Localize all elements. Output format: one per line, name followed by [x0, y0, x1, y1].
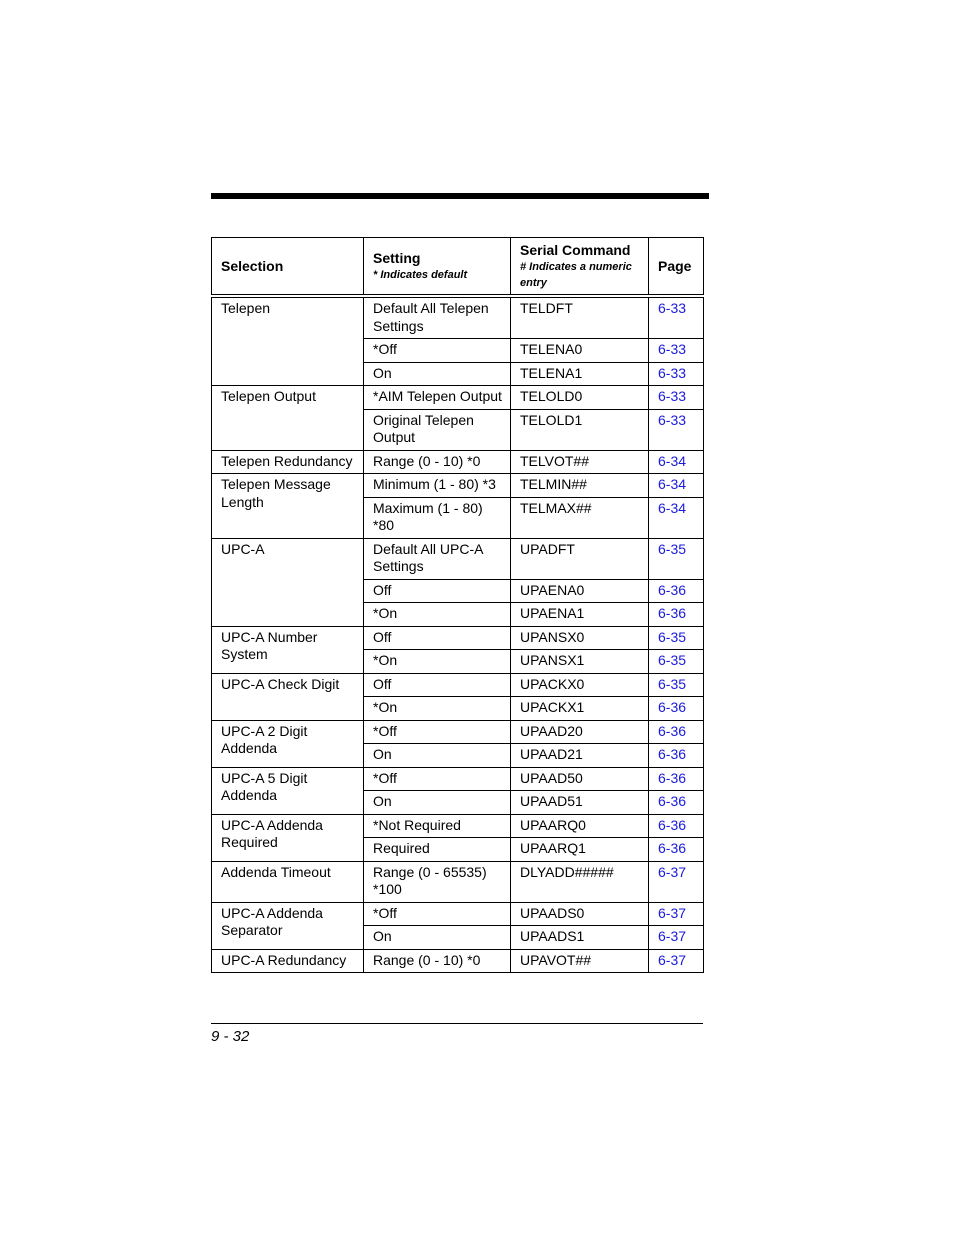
page-link[interactable]: 6-34: [658, 499, 687, 516]
page-link[interactable]: 6-36: [658, 581, 687, 598]
table-row: [212, 296, 704, 339]
page-link[interactable]: 6-37: [658, 928, 687, 944]
table-row: [212, 949, 704, 973]
table-row: [212, 767, 704, 791]
setting-cell: Maximum (1 - 80) *80: [364, 497, 511, 538]
page-link[interactable]: 6-33: [658, 300, 687, 316]
serial-command-cell: TELMAX##: [511, 497, 649, 538]
page-link[interactable]: 6-33: [658, 341, 687, 357]
setting-cell: *AIM Telepen Output: [364, 386, 511, 410]
page-cell: [649, 603, 704, 627]
header-setting: Setting * Indicates default: [364, 238, 511, 297]
page-cell: [649, 386, 704, 410]
serial-command-cell: UPAAD21: [511, 744, 649, 768]
page-cell: [649, 838, 704, 862]
page-link[interactable]: 6-34: [658, 476, 687, 492]
page-link[interactable]: 6-37: [658, 904, 687, 921]
page-cell: [649, 362, 704, 386]
page-cell: [649, 650, 704, 674]
header-serial-note: # Indicates a numeric entry: [520, 261, 632, 289]
serial-command-cell: UPAAD50: [511, 767, 649, 791]
page-link[interactable]: 6-33: [658, 411, 687, 428]
header-setting-note: * Indicates default: [373, 269, 468, 281]
selection-cell: UPC-A Number System: [212, 626, 364, 673]
setting-cell: On: [364, 926, 511, 950]
page-link[interactable]: 6-35: [658, 652, 687, 668]
selection-cell: Telepen Output: [212, 386, 364, 451]
page-link[interactable]: 6-35: [658, 540, 687, 557]
page-cell: [649, 697, 704, 721]
page-cell: [649, 339, 704, 363]
page-cell: [649, 767, 704, 791]
page-cell: [649, 744, 704, 768]
table-row: [212, 538, 704, 579]
table-header-row: [212, 238, 704, 297]
table-row: [212, 450, 704, 474]
selection-cell: Telepen Message Length: [212, 474, 364, 539]
serial-command-cell: UPAVOT##: [511, 949, 649, 973]
page-cell: [649, 626, 704, 650]
page-link[interactable]: 6-35: [658, 628, 687, 645]
setting-cell: Default All UPC-A Settings: [364, 538, 511, 579]
setting-cell: On: [364, 744, 511, 768]
setting-cell: Range (0 - 10) *0: [364, 949, 511, 973]
page-cell: [649, 814, 704, 838]
page-link[interactable]: 6-35: [658, 675, 687, 692]
serial-command-table: [211, 237, 704, 973]
serial-command-cell: UPADFT: [511, 538, 649, 579]
serial-command-cell: UPACKX1: [511, 697, 649, 721]
selection-cell: UPC-A Redundancy: [212, 949, 364, 973]
header-page: Page: [649, 238, 704, 297]
page-link[interactable]: 6-36: [658, 746, 687, 762]
page-link[interactable]: 6-36: [658, 793, 687, 809]
selection-cell: Telepen: [212, 296, 364, 386]
table-row: [212, 673, 704, 697]
page-link[interactable]: 6-37: [658, 951, 687, 968]
page-link[interactable]: 6-36: [658, 605, 687, 621]
setting-cell: Required: [364, 838, 511, 862]
serial-command-cell: TELVOT##: [511, 450, 649, 474]
table-row: [212, 720, 704, 744]
page-link[interactable]: 6-36: [658, 699, 687, 715]
page-link[interactable]: 6-33: [658, 364, 687, 381]
selection-cell: UPC-A 2 Digit Addenda: [212, 720, 364, 767]
page-cell: [649, 450, 704, 474]
table-row: [212, 861, 704, 902]
page-link[interactable]: 6-36: [658, 840, 687, 856]
setting-cell: Range (0 - 65535) *100: [364, 861, 511, 902]
page-cell: [649, 409, 704, 450]
setting-cell: Original Telepen Output: [364, 409, 511, 450]
setting-cell: Minimum (1 - 80) *3: [364, 474, 511, 498]
setting-cell: *On: [364, 650, 511, 674]
serial-command-cell: UPACKX0: [511, 673, 649, 697]
setting-cell: *Off: [364, 720, 511, 744]
selection-cell: UPC-A 5 Digit Addenda: [212, 767, 364, 814]
serial-command-cell: UPAARQ1: [511, 838, 649, 862]
page-cell: [649, 497, 704, 538]
serial-command-cell: UPANSX1: [511, 650, 649, 674]
serial-command-cell: TELMIN##: [511, 474, 649, 498]
setting-cell: *Not Required: [364, 814, 511, 838]
setting-cell: *On: [364, 697, 511, 721]
page-link[interactable]: 6-33: [658, 388, 687, 404]
page-cell: [649, 902, 704, 926]
serial-command-cell: UPAADS0: [511, 902, 649, 926]
top-rule: [211, 193, 709, 199]
page-cell: [649, 949, 704, 973]
serial-command-cell: TELENA0: [511, 339, 649, 363]
table-row: [212, 474, 704, 498]
header-serial-command: Serial Command # Indicates a numeric entry: [511, 238, 649, 297]
selection-cell: UPC-A Addenda Separator: [212, 902, 364, 949]
serial-command-cell: DLYADD#####: [511, 861, 649, 902]
page-cell: [649, 926, 704, 950]
setting-cell: Default All Telepen Settings: [364, 296, 511, 339]
page-cell: [649, 720, 704, 744]
serial-command-cell: UPAAD20: [511, 720, 649, 744]
page-link[interactable]: 6-34: [658, 452, 687, 469]
selection-cell: UPC-A: [212, 538, 364, 626]
page-cell: [649, 296, 704, 339]
table-row: [212, 626, 704, 650]
page-cell: [649, 579, 704, 603]
serial-command-cell: TELOLD1: [511, 409, 649, 450]
setting-cell: On: [364, 362, 511, 386]
page-link[interactable]: 6-36: [658, 769, 687, 786]
table-body: [212, 296, 704, 973]
selection-cell: Addenda Timeout: [212, 861, 364, 902]
setting-cell: *Off: [364, 902, 511, 926]
page-cell: [649, 538, 704, 579]
header-selection: Selection: [212, 238, 364, 297]
selection-cell: UPC-A Check Digit: [212, 673, 364, 720]
footer-rule: [211, 1023, 703, 1024]
page-cell: [649, 791, 704, 815]
serial-command-cell: TELENA1: [511, 362, 649, 386]
page-link[interactable]: 6-36: [658, 722, 687, 739]
setting-cell: Off: [364, 673, 511, 697]
serial-command-cell: UPAADS1: [511, 926, 649, 950]
setting-cell: *Off: [364, 339, 511, 363]
table-row: [212, 902, 704, 926]
page-link[interactable]: 6-36: [658, 816, 687, 833]
setting-cell: *On: [364, 603, 511, 627]
serial-command-cell: UPANSX0: [511, 626, 649, 650]
setting-cell: *Off: [364, 767, 511, 791]
table-row: [212, 814, 704, 838]
page-cell: [649, 673, 704, 697]
page-link[interactable]: 6-37: [658, 863, 687, 880]
table-row: [212, 386, 704, 410]
serial-command-cell: TELDFT: [511, 296, 649, 339]
serial-command-cell: UPAARQ0: [511, 814, 649, 838]
serial-command-cell: UPAENA0: [511, 579, 649, 603]
selection-cell: UPC-A Addenda Required: [212, 814, 364, 861]
setting-cell: Range (0 - 10) *0: [364, 450, 511, 474]
setting-cell: Off: [364, 626, 511, 650]
page-cell: [649, 474, 704, 498]
selection-cell: Telepen Redundancy: [212, 450, 364, 474]
setting-cell: Off: [364, 579, 511, 603]
serial-command-cell: UPAENA1: [511, 603, 649, 627]
serial-command-cell: TELOLD0: [511, 386, 649, 410]
serial-command-cell: UPAAD51: [511, 791, 649, 815]
page-number: 9 - 32: [211, 1028, 250, 1045]
setting-cell: On: [364, 791, 511, 815]
page-cell: [649, 861, 704, 902]
